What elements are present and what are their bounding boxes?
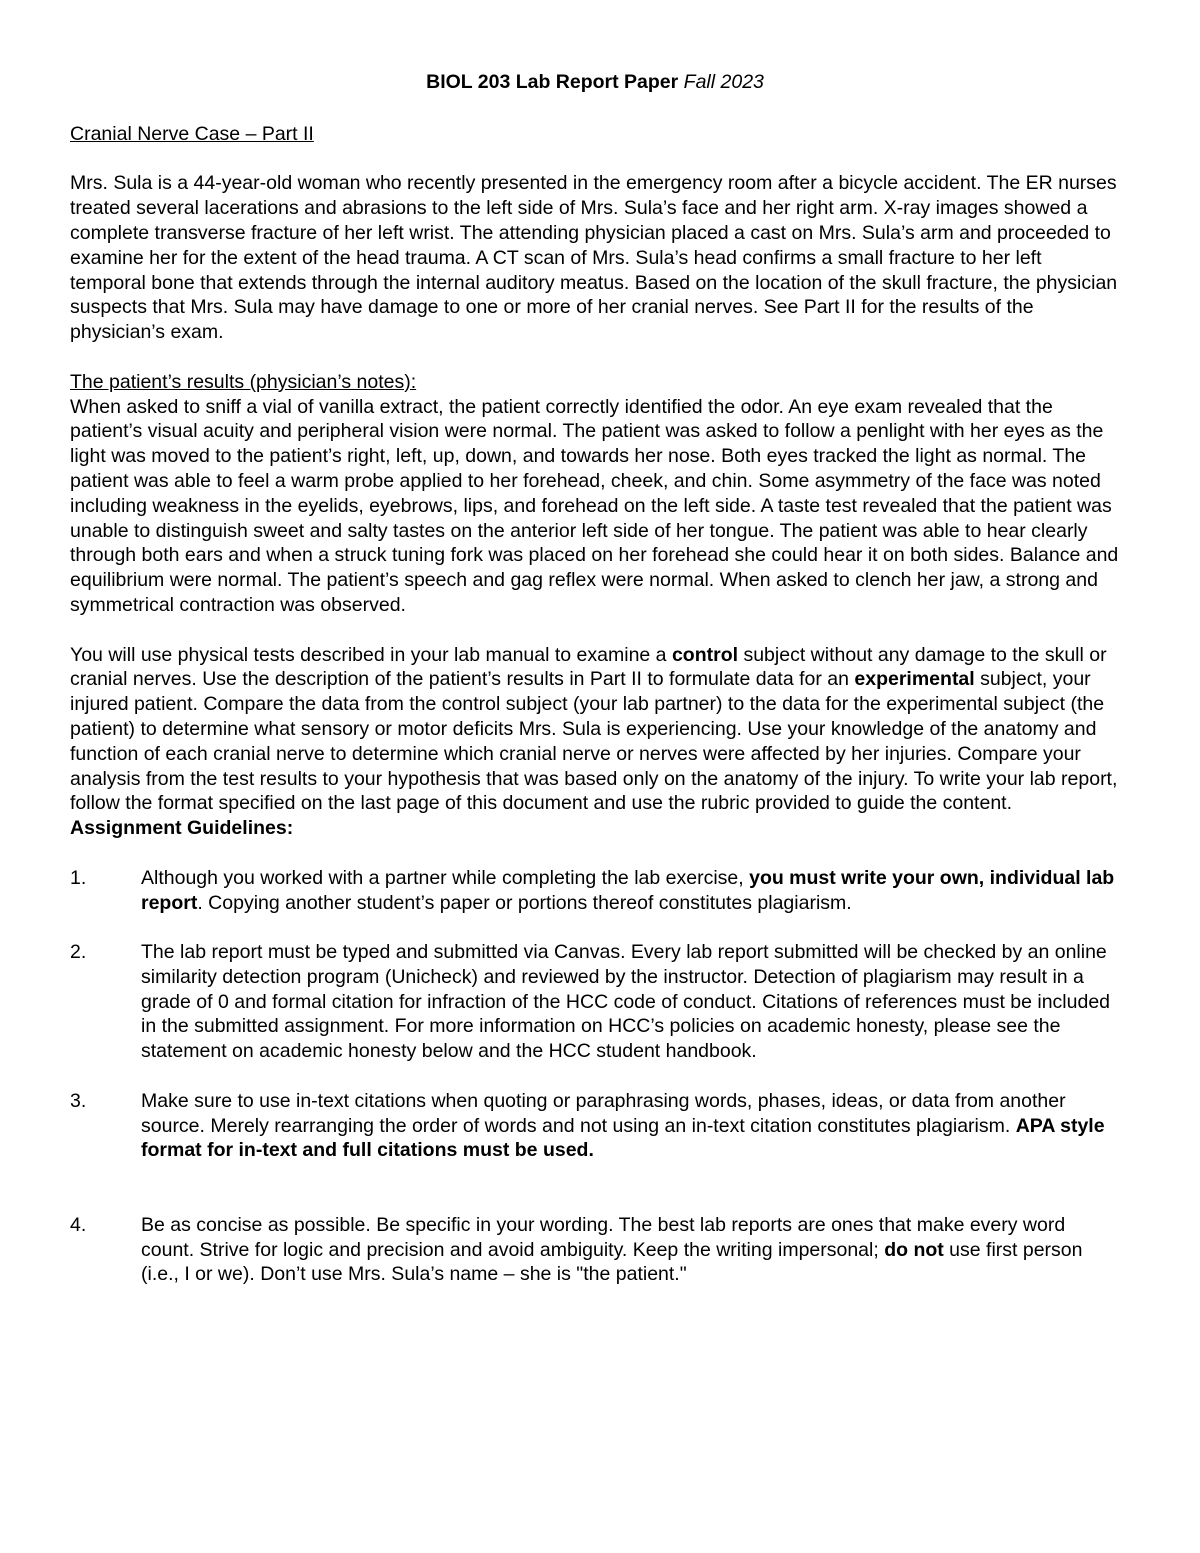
title-course: BIOL 203 Lab Report Paper bbox=[426, 71, 679, 93]
guideline-item bbox=[70, 866, 1120, 916]
guideline-item bbox=[70, 1089, 1120, 1163]
instructions-bold-control: control bbox=[671, 643, 739, 666]
guideline-text bbox=[141, 1089, 1120, 1163]
instructions-text-3: subject, your injured patient. Compare the data from the control subject (your lab partner) to the data for the experimental subject (the patient) to determine what sensory or motor deficits Mrs. Sula is experiencing. Use your knowledge of the anatomy and function of each cranial nerve to determine which cranial nerve or nerves were affected by her injuries. Compare your analysis from the test results to your hypothesis that was based only on the anatomy of the injury. To write your lab report, follow the format specified on the last page of this document and use the rubric provided to guide the content. bbox=[70, 668, 1118, 815]
page-title bbox=[70, 70, 1120, 95]
guideline-text-b: use first person (i.e., I or we). Don’t use Mrs. Sula’s name – she is "the patient." bbox=[141, 1238, 1083, 1286]
guideline-text bbox=[141, 1213, 1120, 1287]
case-heading: Cranial Nerve Case – Part II bbox=[70, 122, 314, 145]
guideline-bold: do not bbox=[884, 1238, 944, 1261]
guideline-text bbox=[141, 866, 1120, 916]
guideline-text: The lab report must be typed and submitted via Canvas. Every lab report submitted will be checked by an online similarity detection program (Unicheck) and reviewed by the instructor. Detection of plagiarism may result in a grade of 0 and formal citation for infraction of the HCC code of conduct. Citations of references must be included in the submitted assignment. For more information on HCC’s policies on academic honesty, please see the statement on academic honesty below and the HCC student handbook. bbox=[141, 941, 1111, 1063]
guideline-bold: APA style format for in-text and full citations must be used. bbox=[141, 1114, 1105, 1162]
title-term: Fall 2023 bbox=[683, 71, 764, 93]
guideline-item bbox=[70, 940, 1120, 1064]
instructions-text-2: subject without any damage to the skull or cranial nerves. Use the description of the patient’s results in Part II to formulate data for an bbox=[70, 643, 1107, 691]
guideline-bold: you must write your own, individual lab report bbox=[141, 866, 1115, 914]
instructions-bold-experimental: experimental bbox=[854, 668, 975, 691]
guideline-text-a: Be as concise as possible. Be specific in your wording. The best lab reports are ones that make every word count. Strive for logic and precision and avoid ambiguity. Keep the writing impersonal; bbox=[141, 1213, 1066, 1261]
guidelines-list bbox=[70, 866, 1120, 1288]
instructions-paragraph bbox=[70, 643, 1120, 817]
guideline-number: 4. bbox=[70, 1213, 87, 1236]
guideline-item bbox=[70, 1213, 1120, 1287]
guideline-text-a: Although you worked with a partner while completing the lab exercise, bbox=[141, 866, 750, 889]
instructions-text-1: You will use physical tests described in your lab manual to examine a bbox=[70, 643, 672, 666]
results-heading: The patient’s results (physician’s notes): bbox=[70, 370, 417, 393]
case-paragraph: Mrs. Sula is a 44-year-old woman who recently presented in the emergency room after a bicycle accident. The ER nurses treated several lacerations and abrasions to the left side of Mrs. Sula’s face and her right arm. X-ray images showed a complete transverse fracture of her left wrist. The attending physician placed a cast on Mrs. Sula’s arm and proceeded to examine her for the extent of the head trauma. A CT scan of Mrs. Sula’s head confirms a small fracture to her left temporal bone that extends through the internal auditory meatus. Based on the location of the skull fracture, the physician suspects that Mrs. Sula may have damage to one or more of her cranial nerves. See Part II for the results of the physician’s exam. bbox=[70, 172, 1118, 344]
results-paragraph: When asked to sniff a vial of vanilla extract, the patient correctly identified the odor. An eye exam revealed that the patient’s visual acuity and peripheral vision were normal. The patient was asked to follow a penlight with her eyes as the light was moved to the patient’s right, left, up, down, and towards her nose. Both eyes tracked the light as normal. The patient was able to feel a warm probe applied to her forehead, cheek, and chin. Some asymmetry of the face was noted including weakness in the eyelids, eyebrows, lips, and forehead on the left side. A taste test revealed that the patient was unable to distinguish sweet and salty tastes on the anterior left side of her tongue. The patient was able to hear clearly through both ears and when a struck tuning fork was placed on her forehead she could hear it on both sides. Balance and equilibrium were normal. The patient’s speech and gag reflex were normal. When asked to clench her jaw, a strong and symmetrical contraction was observed. bbox=[70, 395, 1119, 616]
guideline-number: 2. bbox=[70, 941, 87, 964]
guidelines-heading: Assignment Guidelines: bbox=[70, 817, 294, 840]
document-page bbox=[70, 70, 1120, 1312]
guideline-text-b: . Copying another student’s paper or portions thereof constitutes plagiarism. bbox=[197, 891, 852, 914]
guideline-number: 1. bbox=[70, 866, 87, 889]
guideline-number: 3. bbox=[70, 1089, 87, 1112]
guideline-text-a: Make sure to use in-text citations when quoting or paraphrasing words, phases, ideas, or data from another source. Merely rearranging the order of words and not using an in-text citation constitutes plagiarism. bbox=[141, 1089, 1066, 1137]
